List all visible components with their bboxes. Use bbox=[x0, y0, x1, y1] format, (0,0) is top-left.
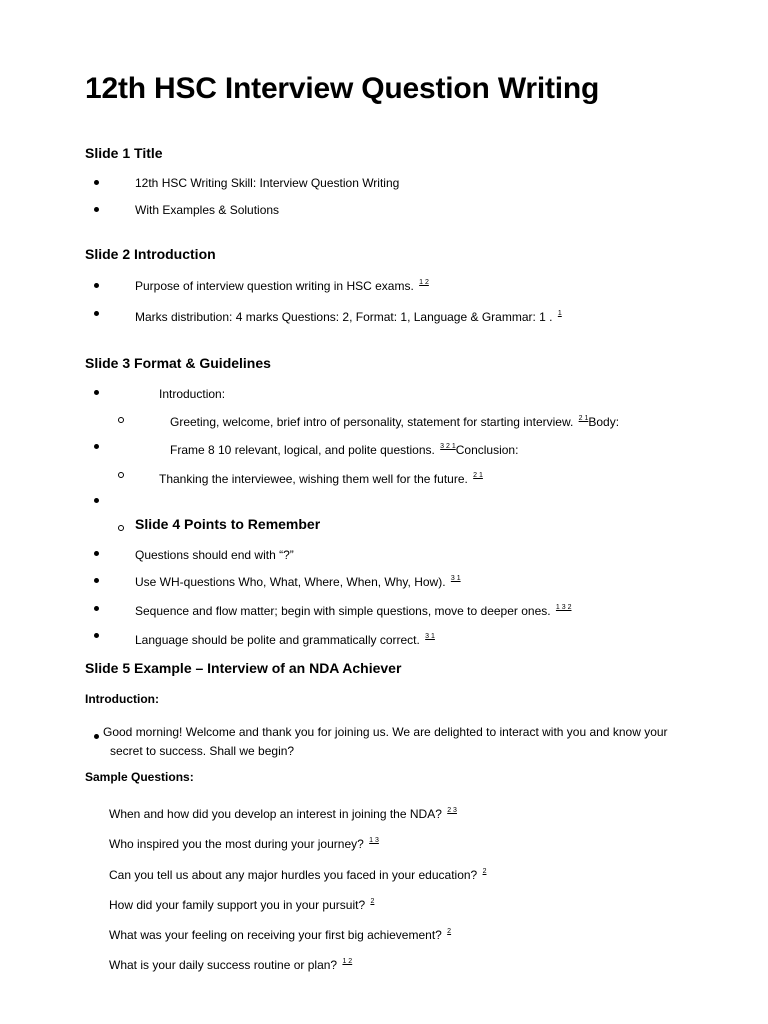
footnote-ref[interactable]: 3 2 1 bbox=[440, 443, 456, 450]
slide4-item-3-text: Sequence and flow matter; begin with simple questions, move to deeper ones. bbox=[135, 604, 554, 618]
slide3-heading: Slide 3 Format & Guidelines bbox=[85, 355, 271, 371]
slide3-greeting bbox=[170, 415, 619, 429]
slide2-heading: Slide 2 Introduction bbox=[85, 246, 216, 262]
slide3-intro: Introduction: bbox=[159, 387, 226, 401]
footnote-ref[interactable]: 1 3 bbox=[369, 837, 379, 844]
document-title: 12th HSC Interview Question Writing bbox=[85, 72, 600, 105]
slide2-item-1 bbox=[135, 279, 429, 293]
sample-question bbox=[109, 837, 379, 851]
sub-bullet-icon bbox=[118, 472, 124, 478]
bullet-icon bbox=[94, 606, 99, 611]
slide3-frame bbox=[170, 443, 518, 457]
bullet-icon bbox=[94, 207, 99, 212]
slide5-intro-line-1: Good morning! Welcome and thank you for joining us. We are delighted to interact with you and know your bbox=[103, 725, 668, 739]
bullet-icon bbox=[94, 633, 99, 638]
sample-question-text: Who inspired you the most during your journey? bbox=[109, 837, 368, 851]
bullet-icon bbox=[94, 180, 99, 185]
slide4-item-2-text: Use WH-questions Who, What, Where, When, Why, How). bbox=[135, 575, 449, 589]
footnote-ref[interactable]: 1 2 bbox=[342, 958, 353, 965]
footnote-ref[interactable]: 2 1 bbox=[473, 472, 483, 479]
sample-question-text: What was your feeling on receiving your first big achievement? bbox=[109, 928, 446, 942]
slide3-conclusion-label: Conclusion: bbox=[455, 443, 519, 457]
slide3-body-label: Body: bbox=[588, 415, 620, 429]
footnote-ref[interactable]: 2 3 bbox=[447, 807, 457, 814]
bullet-icon bbox=[94, 578, 99, 583]
sample-question-text: What is your daily success routine or plan? bbox=[109, 958, 341, 972]
bullet-icon bbox=[94, 734, 99, 739]
footnote-ref[interactable]: 1 2 bbox=[419, 279, 429, 286]
slide4-item-3 bbox=[135, 604, 572, 618]
footnote-ref[interactable]: 3 1 bbox=[450, 575, 461, 582]
slide5-heading: Slide 5 Example – Interview of an NDA Achiever bbox=[85, 660, 402, 676]
slide3-greeting-text: Greeting, welcome, brief intro of personality, statement for starting interview. bbox=[170, 415, 577, 429]
slide2-item-2-text: Marks distribution: 4 marks Questions: 2, Format: 1, Language & Grammar: 1 . bbox=[135, 310, 556, 324]
slide3-thanking bbox=[159, 472, 483, 486]
slide1-heading: Slide 1 Title bbox=[85, 145, 163, 161]
bullet-icon bbox=[94, 390, 99, 395]
slide4-item-4-text: Language should be polite and grammatically correct. bbox=[135, 633, 424, 647]
footnote-ref[interactable]: 2 1 bbox=[578, 415, 589, 422]
slide4-item-2 bbox=[135, 575, 461, 589]
slide1-item-2: With Examples & Solutions bbox=[135, 203, 280, 217]
sample-question bbox=[109, 958, 352, 972]
footnote-ref[interactable]: 1 3 2 bbox=[555, 604, 572, 611]
bullet-icon bbox=[94, 283, 99, 288]
sample-question bbox=[109, 928, 451, 942]
sample-question-text: How did your family support you in your pursuit? bbox=[109, 898, 369, 912]
footnote-ref[interactable]: 1 bbox=[557, 310, 562, 317]
footnote-ref[interactable]: 2 bbox=[482, 868, 487, 875]
sub-bullet-icon bbox=[118, 525, 124, 531]
slide5-intro-line-2: secret to success. Shall we begin? bbox=[110, 744, 295, 758]
slide1-item-1: 12th HSC Writing Skill: Interview Question Writing bbox=[135, 176, 400, 190]
sample-question-text: Can you tell us about any major hurdles you faced in your education? bbox=[109, 868, 481, 882]
footnote-ref[interactable]: 2 bbox=[447, 928, 452, 935]
slide4-item-1: Questions should end with “?” bbox=[135, 548, 294, 562]
slide3-frame-text: Frame 8 10 relevant, logical, and polite questions. bbox=[170, 443, 439, 457]
slide5-intro-label: Introduction: bbox=[85, 692, 159, 706]
slide2-item-1-text: Purpose of interview question writing in HSC exams. bbox=[135, 279, 418, 293]
bullet-icon bbox=[94, 498, 99, 503]
bullet-icon bbox=[94, 551, 99, 556]
sub-bullet-icon bbox=[118, 417, 124, 423]
sample-question bbox=[109, 868, 486, 882]
slide3-thanking-text: Thanking the interviewee, wishing them well for the future. bbox=[159, 472, 472, 486]
bullet-icon bbox=[94, 311, 99, 316]
bullet-icon bbox=[94, 444, 99, 449]
slide4-item-4 bbox=[135, 633, 435, 647]
slide5-sample-label: Sample Questions: bbox=[85, 770, 194, 784]
footnote-ref[interactable]: 2 bbox=[370, 898, 375, 905]
sample-question-text: When and how did you develop an interest in joining the NDA? bbox=[109, 807, 446, 821]
slide4-heading: Slide 4 Points to Remember bbox=[135, 516, 321, 532]
sample-question bbox=[109, 807, 457, 821]
slide2-item-2 bbox=[135, 310, 562, 324]
sample-question bbox=[109, 898, 374, 912]
footnote-ref[interactable]: 3 1 bbox=[425, 633, 435, 640]
